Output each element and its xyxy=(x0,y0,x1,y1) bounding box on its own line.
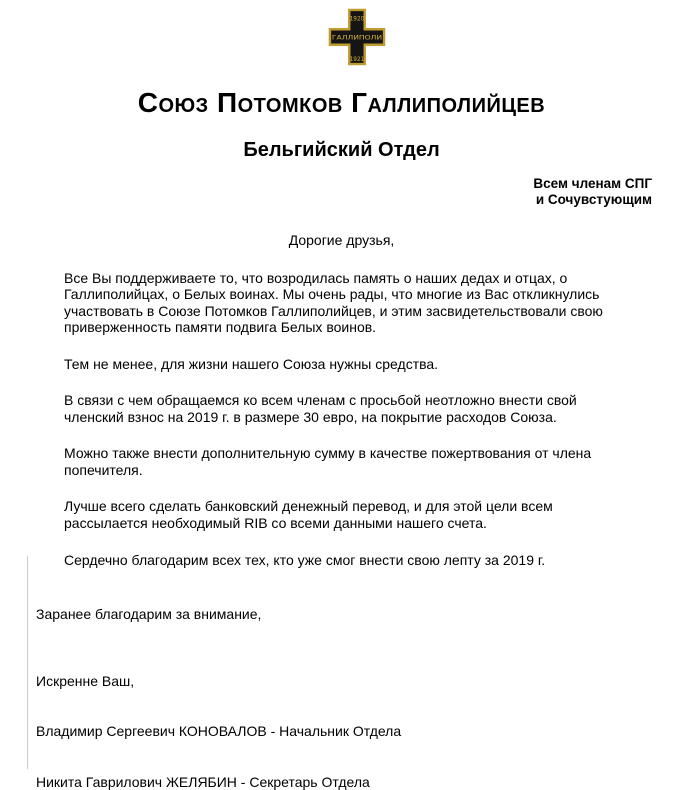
closing-block xyxy=(36,606,631,790)
gallipoli-cross-icon xyxy=(328,8,386,66)
signoff-line: Искренне Ваш, xyxy=(36,672,135,689)
frame-border-line xyxy=(27,556,28,769)
cross-date-top: 1920 xyxy=(349,16,364,23)
signature-line: Владимир Сергеевич КОНОВАЛОВ - Начальник Отдела xyxy=(36,723,402,740)
letter-subtitle: Бельгийский Отдел xyxy=(243,139,440,161)
emblem-wrap xyxy=(0,0,683,71)
paragraph: Сердечно благодарим всех тех, кто уже смог внести свою лепту за 2019 г. xyxy=(64,551,546,568)
paragraph: Тем не менее, для жизни нашего Союза нужны средства. xyxy=(64,355,439,372)
cross-inscription: ГАЛЛИПОЛИ xyxy=(331,35,382,42)
addressee-block xyxy=(0,176,683,208)
salutation: Дорогие друзья, xyxy=(288,231,395,248)
addressee-line-1: Всем членам СПГ xyxy=(533,176,652,191)
closing-line: Заранее благодарим за внимание, xyxy=(36,606,262,623)
signature-line: Никита Гаврилович ЖЕЛЯБИН - Секретарь Отдела xyxy=(36,773,370,790)
addressee-line-2: и Сочувстующим xyxy=(535,191,652,207)
paragraph: В связи с чем обращаемся ко всем членам с просьбой неотложно внести свой членский взнос на 2019 г. в размере 30 евро, на покрытие расходов Союза. xyxy=(64,392,577,425)
letter-body xyxy=(64,270,631,568)
paragraph: Можно также внести дополнительную сумму в качестве пожертвования от члена попечителя. xyxy=(64,445,592,478)
cross-date-bottom: 1921 xyxy=(349,57,364,64)
paragraph: Все Вы поддерживаете то, что возродилась память о наших дедах и отцах, о Галлиполийцах, о Белых воинах. Мы очень рады, что многие из Вас откликнулись участвовать в Союзе Потомков Галлиполийцев, и этим засвидетельствовали свою приверженность памяти подвига Белых воинов. xyxy=(64,269,603,336)
paragraph: Лучше всего сделать банковский денежный перевод, и для этой цели всем рассылается необходимый RIB со всеми данными нашего счета. xyxy=(64,498,553,531)
letter-title: Союз Потомков Галлиполийцев xyxy=(137,87,546,118)
